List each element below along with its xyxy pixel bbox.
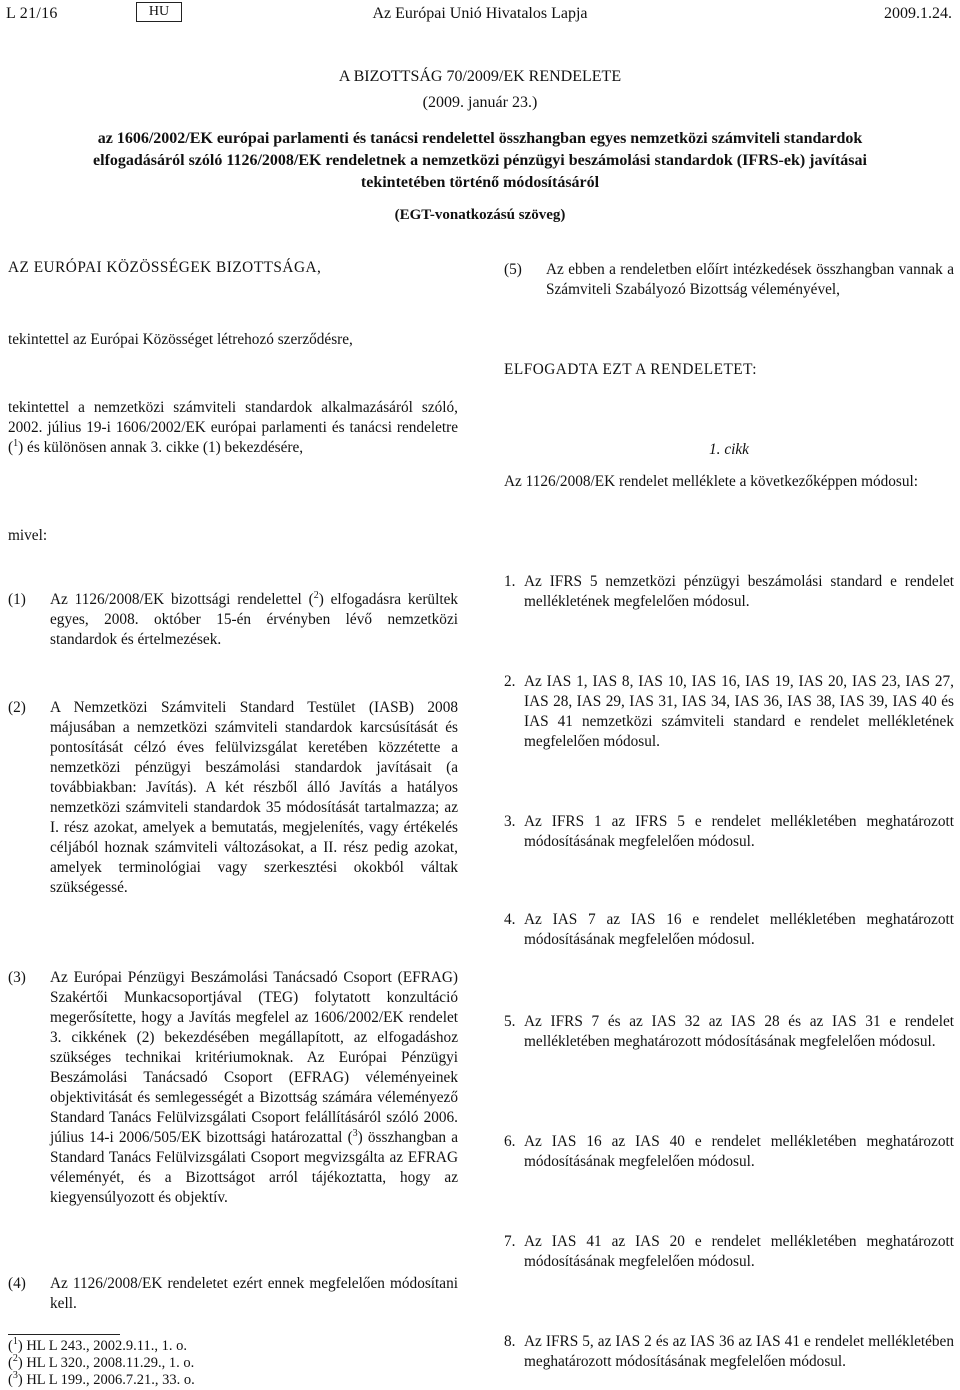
recital-2: (2) A Nemzetközi Számviteli Standard Testület (IASB) 2008 májusában a nemzetközi számviteli standardok karcsúsítását és pontosítását célzó éves felülvizsgálat keretében közzétette a nemzetközi pénzügyi beszámolási standardok javításait (a továbbiakban: Javítás). A két részből álló Javítás a hatályos nemzetközi számviteli standardok 35 módosítását tartalmazza; az I. rész azokat, amelyek a bemutatás, megjelenítés, vagy értékelés céljából hoznak számviteli változásokat, a II. rész pedig azokat, amelyek terminológiai vagy szerkesztési okokból váltak szükségessé. bbox=[8, 699, 458, 896]
having-regard-treaty: tekintettel az Európai Közösséget létrehozó szerződésre, bbox=[8, 331, 353, 348]
footnote-ref[interactable]: 2 bbox=[313, 589, 319, 601]
having-regard-regulation: tekintettel a nemzetközi számviteli standardok alkalmazásáról szóló, 2002. július 19-i 1606/2002/EK európai parlamenti és tanácsi rendeletre ($^1$) és különösen annak 3. cikke (1) bekezdésére, bbox=[8, 399, 458, 456]
amendment-item-7: 7. Az IAS 41 az IAS 20 e rendelet mellékletében meghatározott módosításának megfelelően módosul. bbox=[504, 1233, 954, 1270]
title-block bbox=[0, 66, 960, 114]
whereas: mivel: bbox=[8, 527, 48, 544]
regulation-title: A BIZOTTSÁG 70/2009/EK RENDELETE bbox=[338, 68, 622, 85]
footnote-1: ($^1$) HL L 243., 2002.9.11., 1. o. bbox=[8, 1336, 188, 1354]
regulation-subject: az 1606/2002/EK európai parlamenti és tanácsi rendelettel összhangban egyes nemzetközi számviteli standardok elfogadásáról szóló 1126/2008/EK rendeletnek a nemzetközi pénzügyi beszámolási standardok (IFRS-ek) javításai tekintetében történő módosításáról bbox=[93, 130, 867, 191]
adopted-heading: ELFOGADTA EZT A RENDELETET: bbox=[504, 361, 757, 378]
footnote-ref[interactable]: 3 bbox=[352, 1127, 358, 1139]
recital-4: (4) Az 1126/2008/EK rendeletet ezért ennek megfelelően módosítani kell. bbox=[8, 1275, 458, 1312]
article-intro: Az 1126/2008/EK rendelet melléklete a következőképpen módosul: bbox=[504, 473, 919, 490]
eea-relevance: (EGT-vonatkozású szöveg) bbox=[394, 207, 566, 223]
amendment-item-8: 8. Az IFRS 5, az IAS 2 és az IAS 36 az IAS 41 e rendelet mellékletében meghatározott módosításának megfelelően módosul. bbox=[504, 1333, 954, 1370]
footnote-separator bbox=[8, 1334, 120, 1335]
article-title: 1. cikk bbox=[709, 441, 749, 458]
amendment-item-5: 5. Az IFRS 7 és az IAS 32 az IAS 28 és az IAS 31 e rendelet mellékletében meghatározott módosításának megfelelően módosul. bbox=[504, 1013, 954, 1050]
amendment-item-1: 1. Az IFRS 5 nemzetközi pénzügyi beszámolási standard e rendelet mellékletének megfelelően módosul. bbox=[504, 573, 954, 610]
amendment-item-2: 2. Az IAS 1, IAS 8, IAS 10, IAS 16, IAS 19, IAS 20, IAS 23, IAS 27, IAS 28, IAS 29, IAS 31, IAS 34, IAS 36, IAS 38, IAS 39, IAS 40 és IAS 41 nemzetközi számviteli standard e rendelet mellékletének megfelelően módosul. bbox=[504, 673, 954, 750]
commission-heading: AZ EURÓPAI KÖZÖSSÉGEK BIZOTTSÁGA, bbox=[8, 259, 322, 276]
recital-3: (3) Az Európai Pénzügyi Beszámolási Tanácsadó Csoport (EFRAG) Szakértői Munkacsoportjával (TEG) folytatott konzultáció megerősítette, hogy a Javítás megfelel az 1606/2002/EK rendelet 3. cikkének (2) bekezdésében megállapított, az elfogadáshoz szükséges technikai kritériumoknak. Az Európai Pénzügyi Beszámolási Tanácsadó Csoport (EFRAG) véleményeinek objektivitását és semlegességét a Bizottság számára véleményező Standard Tanács Felülvizsgálati Csoport felállításáról szóló 2006. július 14-i 2006/505/EK bizottsági határozattal ($^3$) összhangban a Standard Tanács Felülvizsgálati Csoport megvizsgálta az EFRAG véleményét, és a Bizottságot arról tájékoztatta, hogy az kiegyensúlyozott és objektív. bbox=[8, 969, 458, 1206]
recital-5: (5) Az ebben a rendeletben előírt intézkedések összhangban vannak a Számviteli Szabályozó Bizottság véleményével, bbox=[504, 261, 954, 298]
amendment-item-3: 3. Az IFRS 1 az IFRS 5 e rendelet mellékletében meghatározott módosításának megfelelően módosul. bbox=[504, 813, 954, 850]
amendment-item-6: 6. Az IAS 16 az IAS 40 e rendelet mellékletében meghatározott módosításának megfelelően módosul. bbox=[504, 1133, 954, 1170]
footnote-2: ($^2$) HL L 320., 2008.11.29., 1. o. bbox=[8, 1353, 195, 1371]
recital-1: (1) Az 1126/2008/EK bizottsági rendelettel ($^2$) elfogadásra kerültek egyes, 2008. október 15-én érvényben lévő nemzetközi standardok és értelmezések. bbox=[8, 589, 459, 648]
regulation-date: (2009. január 23.) bbox=[422, 94, 538, 111]
footnote-ref[interactable]: 1 bbox=[13, 437, 19, 449]
journal-name: Az Európai Unió Hivatalos Lapja bbox=[372, 5, 588, 22]
amendment-item-4: 4. Az IAS 7 az IAS 16 e rendelet mellékletében meghatározott módosításának megfelelően módosul. bbox=[504, 911, 954, 948]
publication-date: 2009.1.24. bbox=[884, 5, 952, 22]
language-code-badge: HU bbox=[136, 2, 182, 22]
page-reference: L 21/16 bbox=[6, 5, 58, 22]
page-header bbox=[0, 0, 960, 30]
footnote-3: ($^3$) HL L 199., 2006.7.21., 33. o. bbox=[8, 1370, 195, 1388]
